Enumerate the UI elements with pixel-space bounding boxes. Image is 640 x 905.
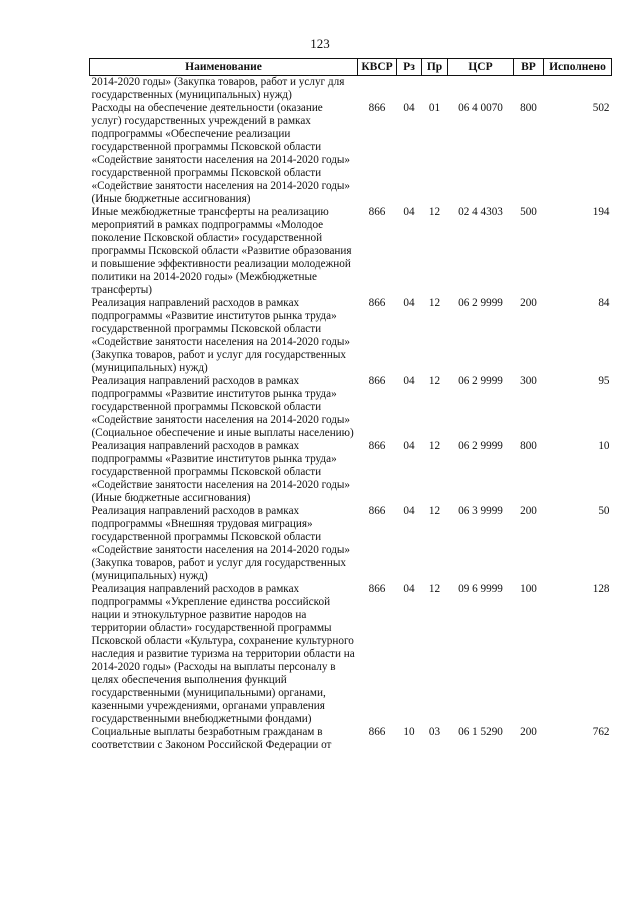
row-pr: 01	[428, 102, 441, 114]
table-header-row	[90, 59, 612, 76]
table-row	[90, 726, 612, 752]
row-executed	[544, 76, 612, 103]
table-row	[90, 76, 612, 103]
row-rz	[397, 76, 422, 103]
row-rz: 04	[403, 102, 415, 114]
row-pr: 03	[428, 726, 441, 738]
table-row	[90, 297, 612, 375]
row-pr: 12	[428, 206, 441, 218]
row-rz: 04	[403, 440, 415, 452]
row-executed: 95	[598, 375, 610, 387]
row-vr: 300	[520, 375, 537, 387]
row-pr: 12	[428, 505, 441, 517]
row-pr: 12	[428, 297, 441, 309]
row-name: Расходы на обеспечение деятельности (оказание услуг) государственных учреждений в рамках подпрограммы «Обеспечение реализации государственной программы Псковской области «Содействие занятости населения на 2014-2020 годы» государственной программы Псковской области «Содействие занятости населения на 2014-2020 годы» (Иные бюджетные ассигнования)	[91, 102, 351, 205]
row-name: Социальные выплаты безработным гражданам в соответствии с Законом Российской Федерации от	[91, 726, 332, 751]
row-name: Иные межбюджетные трансферты на реализацию мероприятий в рамках подпрограммы «Молодое поколение Псковской области» государственной программы Псковской области «Развитие образования и повышение эффективности реализации молодежной политики на 2014-2020 годы» (Межбюджетные трансферты)	[91, 206, 352, 296]
header-name: Наименование	[90, 59, 358, 76]
row-executed: 50	[598, 505, 610, 517]
row-name: Реализация направлений расходов в рамках подпрограммы «Развитие институтов рынка труда» государственной программы Псковской области «Содействие занятости населения на 2014-2020 годы» (Социальное обеспечение и иные выплаты населению)	[91, 375, 354, 439]
row-rz: 04	[403, 297, 415, 309]
page-number: 123	[310, 36, 330, 51]
row-executed: 10	[598, 440, 610, 452]
row-csr: 06 1 5290	[458, 726, 503, 738]
row-executed: 128	[592, 583, 610, 595]
row-vr: 200	[520, 505, 537, 517]
table-row	[90, 375, 612, 440]
row-kvsr: 866	[368, 583, 386, 595]
row-vr: 200	[520, 726, 537, 738]
row-rz: 10	[403, 726, 415, 738]
row-executed: 194	[592, 206, 610, 218]
header-rz: Рз	[397, 59, 422, 76]
row-vr: 800	[520, 440, 537, 452]
row-vr	[514, 76, 544, 103]
row-kvsr: 866	[368, 297, 386, 309]
row-rz: 04	[403, 375, 415, 387]
row-pr	[422, 76, 448, 103]
row-csr: 06 2 9999	[458, 440, 503, 452]
header-executed: Исполнено	[544, 59, 612, 76]
budget-table	[89, 58, 612, 752]
row-rz: 04	[403, 206, 415, 218]
table-row	[90, 505, 612, 583]
table-row	[90, 102, 612, 206]
row-vr: 500	[520, 206, 537, 218]
row-csr: 06 2 9999	[458, 375, 503, 387]
header-kvsr: КВСР	[358, 59, 397, 76]
row-name: 2014-2020 годы» (Закупка товаров, работ и услуг для государственных (муниципальных) нужд)	[91, 76, 345, 101]
row-kvsr: 866	[368, 206, 386, 218]
row-name: Реализация направлений расходов в рамках подпрограммы «Внешняя трудовая миграция» государственной программы Псковской области «Содействие занятости населения на 2014-2020 годы» (Закупка товаров, работ и услуг для государственных (муниципальных) нужд)	[91, 505, 351, 582]
row-vr: 800	[520, 102, 537, 114]
row-csr: 06 4 0070	[458, 102, 503, 114]
row-executed: 502	[592, 102, 610, 114]
row-csr: 06 2 9999	[458, 297, 503, 309]
row-rz: 04	[403, 583, 415, 595]
header-vr: ВР	[514, 59, 544, 76]
row-csr: 06 3 9999	[458, 505, 503, 517]
row-name: Реализация направлений расходов в рамках подпрограммы «Развитие институтов рынка труда» государственной программы Псковской области «Содействие занятости населения на 2014-2020 годы» (Закупка товаров, работ и услуг для государственных (муниципальных) нужд)	[91, 297, 351, 374]
row-kvsr	[358, 76, 397, 103]
row-rz: 04	[403, 505, 415, 517]
table-row	[90, 440, 612, 505]
row-csr: 09 6 9999	[458, 583, 503, 595]
row-kvsr: 866	[368, 440, 386, 452]
table-row	[90, 206, 612, 297]
row-name: Реализация направлений расходов в рамках подпрограммы «Развитие институтов рынка труда» государственной программы Псковской области «Содействие занятости населения на 2014-2020 годы» (Иные бюджетные ассигнования)	[91, 440, 351, 504]
row-executed: 762	[592, 726, 610, 738]
row-vr: 200	[520, 297, 537, 309]
row-pr: 12	[428, 583, 441, 595]
row-kvsr: 866	[368, 102, 386, 114]
row-executed: 84	[598, 297, 610, 309]
row-vr: 100	[520, 583, 537, 595]
row-kvsr: 866	[368, 375, 386, 387]
row-pr: 12	[428, 375, 441, 387]
row-kvsr: 866	[368, 505, 386, 517]
row-csr: 02 4 4303	[458, 206, 503, 218]
header-csr: ЦСР	[448, 59, 514, 76]
header-pr: Пр	[422, 59, 448, 76]
row-pr: 12	[428, 440, 441, 452]
table-row	[90, 583, 612, 726]
row-kvsr: 866	[368, 726, 386, 738]
row-csr	[448, 76, 514, 103]
row-name: Реализация направлений расходов в рамках подпрограммы «Укрепление единства российской нации и этнокультурное развитие народов на территории области» государственной программы Псковской области «Культура, сохранение культурного наследия и развитие туризма на территории области на 2014-2020 годы» (Расходы на выплаты персоналу в целях обеспечения выполнения функций государственными (муниципальными) органами, казенными учреждениями, органами управления государственными внебюджетными фондами)	[91, 583, 355, 725]
